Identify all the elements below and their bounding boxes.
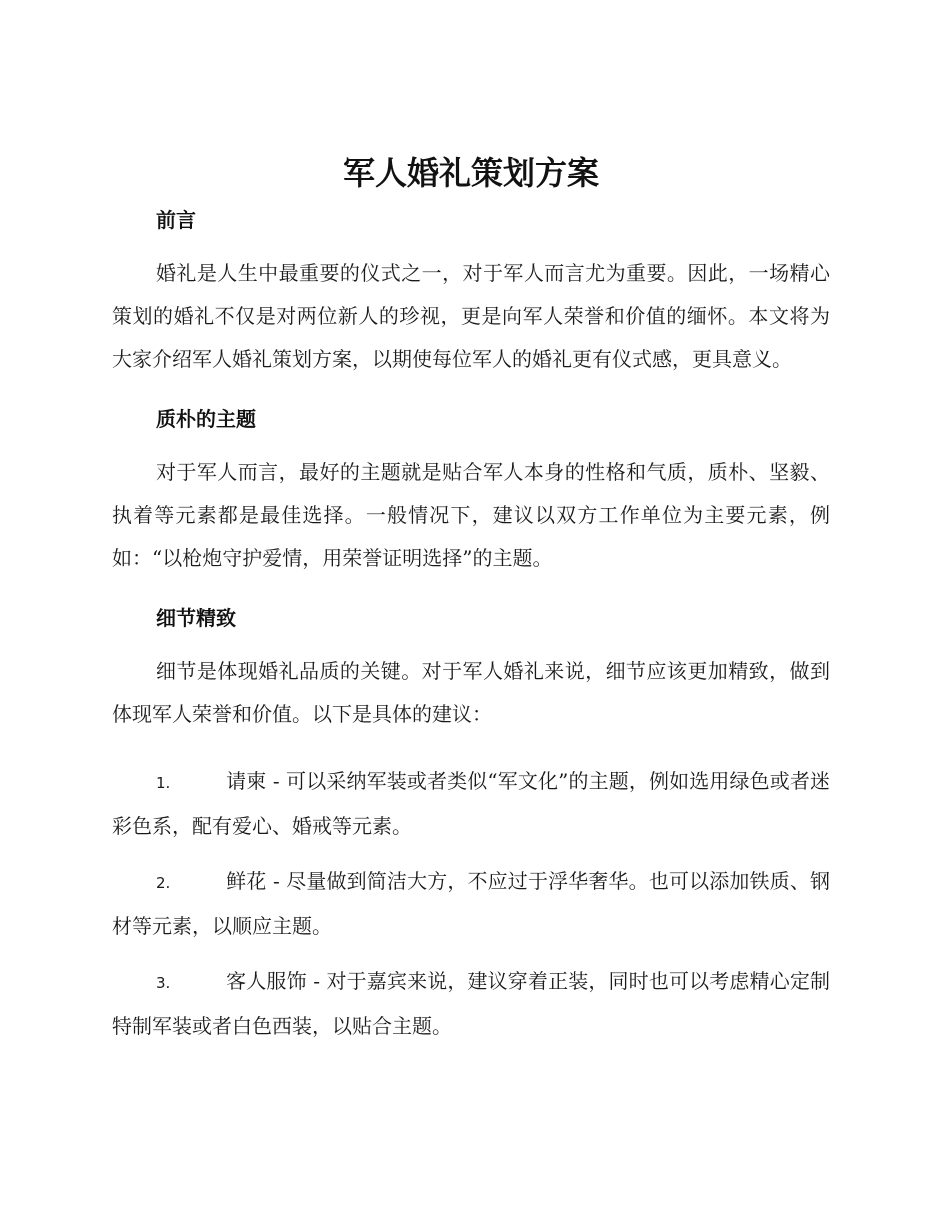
document-body [112,148,830,1048]
list-item-text: 客人服饰 - 对于嘉宾来说，建议穿着正装，同时也可以考虑精心定制特制军装或者白色西装，以贴合主题。 [112,969,830,1038]
paragraph-preface: 婚礼是人生中最重要的仪式之一，对于军人而言尤为重要。因此，一场精心策划的婚礼不仅是对两位新人的珍视，更是向军人荣誉和价值的缅怀。本文将为大家介绍军人婚礼策划方案，以期使每位军人的婚礼更有仪式感，更具意义。 [112,261,830,371]
paragraph-details: 细节是体现婚礼品质的关键。对于军人婚礼来说，细节应该更加精致，做到体现军人荣誉和价值。以下是具体的建议： [112,659,830,726]
list-item-text: 请柬 - 可以采纳军装或者类似“军文化”的主题，例如选用绿色或者迷彩色系，配有爱心、婚戒等元素。 [112,769,830,838]
list-item [112,760,830,848]
section-heading-details: 细节精致 [156,606,236,630]
list-item-text: 鲜花 - 尽量做到简洁大方，不应过于浮华奢华。也可以添加铁质、钢材等元素，以顺应主题。 [112,869,830,938]
list-item-number: 2. [156,874,171,892]
list-item [112,960,830,1048]
paragraph-theme: 对于军人而言，最好的主题就是贴合军人本身的性格和气质，质朴、坚毅、执着等元素都是最佳选择。一般情况下，建议以双方工作单位为主要元素，例如：“以枪炮守护爱情，用荣誉证明选择”的主题。 [112,460,830,570]
section-heading-theme: 质朴的主题 [156,407,256,431]
list-item-number: 1. [156,774,171,792]
details-list [112,760,830,1048]
document-title: 军人婚礼策划方案 [342,154,599,192]
list-item [112,860,830,948]
section-heading-preface: 前言 [156,208,196,232]
list-item-number: 3. [156,974,171,992]
